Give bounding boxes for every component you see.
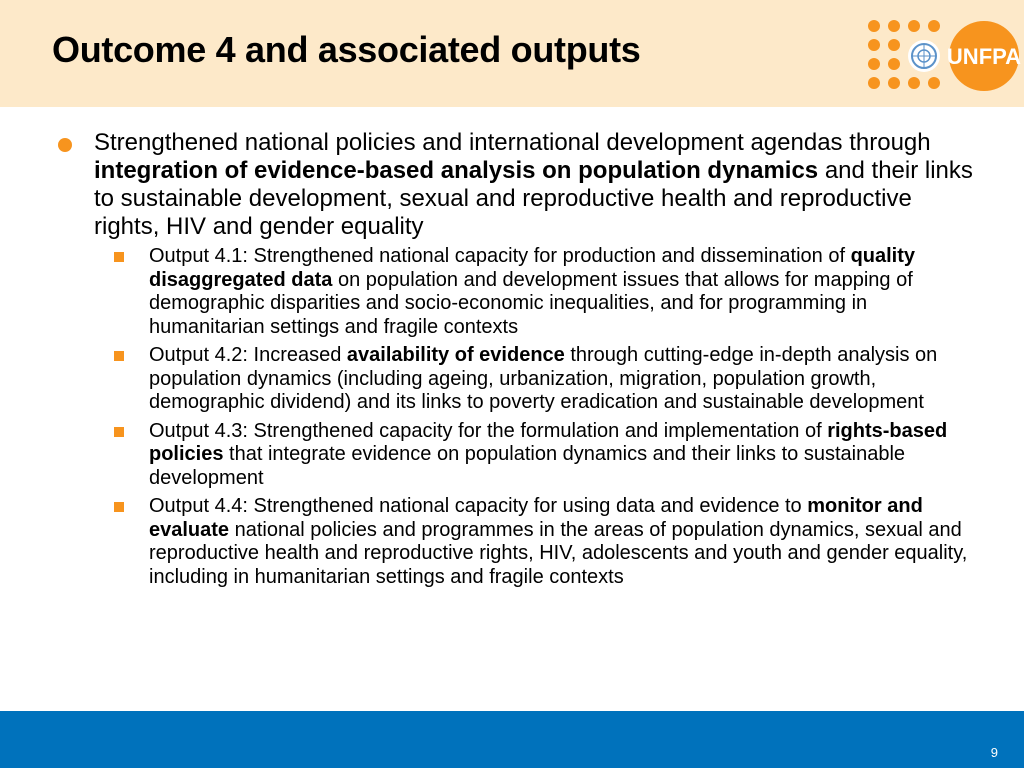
main-bullet-text-pre: Strengthened national policies and international development agendas through [94, 129, 931, 156]
output-text-post: on population and development issues that allows for mapping of demographic disparities and socio-economic inequalities, and for programming in humanitarian settings and fragile contexts [149, 268, 913, 338]
output-text-pre: Output 4.3: Strengthened capacity for the formulation and implementation of [149, 419, 828, 442]
main-bullet-text-post: and their links to sustainable development, sexual and reproductive health and reproductive rights, HIV and gender equality [94, 157, 973, 240]
unfpa-logo [862, 18, 1024, 98]
output-text-pre: Output 4.1: Strengthened national capacity for production and dissemination of [149, 245, 851, 267]
page-number: 9 [990, 745, 998, 760]
output-text-bold: quality disaggregated data [149, 245, 916, 291]
slide-footer [0, 711, 1024, 768]
slide-content [58, 129, 978, 594]
output-text-post: national policies and programmes in the areas of population dynamics, sexual and reproductive health and reproductive rights, HIV, adolescents and youth and gender equality, including in humanitarian settings and fragile contexts [149, 518, 968, 588]
bullet-square-icon [114, 252, 124, 262]
output-item-4-3 [113, 420, 969, 491]
bullet-square-icon [114, 351, 124, 361]
output-item-4-4 [113, 495, 969, 589]
output-item-4-1 [113, 245, 969, 339]
output-text-pre: Output 4.2: Increased [149, 344, 347, 366]
output-text-pre: Output 4.4: Strengthened national capacity for using data and evidence to [149, 495, 808, 517]
main-bullet-item [58, 129, 978, 241]
bullet-circle-icon [58, 138, 72, 152]
bullet-square-icon [114, 502, 124, 512]
output-text-bold: monitor and evaluate [149, 495, 923, 541]
slide-title: Outcome 4 and associated outputs [52, 29, 641, 70]
svg-text:UNFPA: UNFPA [946, 44, 1022, 69]
output-text-post: that integrate evidence on population dynamics and their links to sustainable development [149, 443, 906, 489]
main-bullet-text-bold: integration of evidence-based analysis on population dynamics [94, 157, 819, 184]
bullet-square-icon [114, 427, 124, 437]
slide-header [0, 0, 1024, 107]
output-text-bold: availability of evidence [346, 344, 565, 366]
output-text-post: through cutting-edge in-depth analysis on population dynamics (including ageing, urbanization, migration, population growth, demographic dividend) and its links to poverty eradication and sustainable development [149, 344, 938, 413]
output-text-bold: rights-based policies [149, 419, 948, 465]
outputs-list [58, 245, 978, 589]
output-item-4-2 [113, 344, 969, 415]
